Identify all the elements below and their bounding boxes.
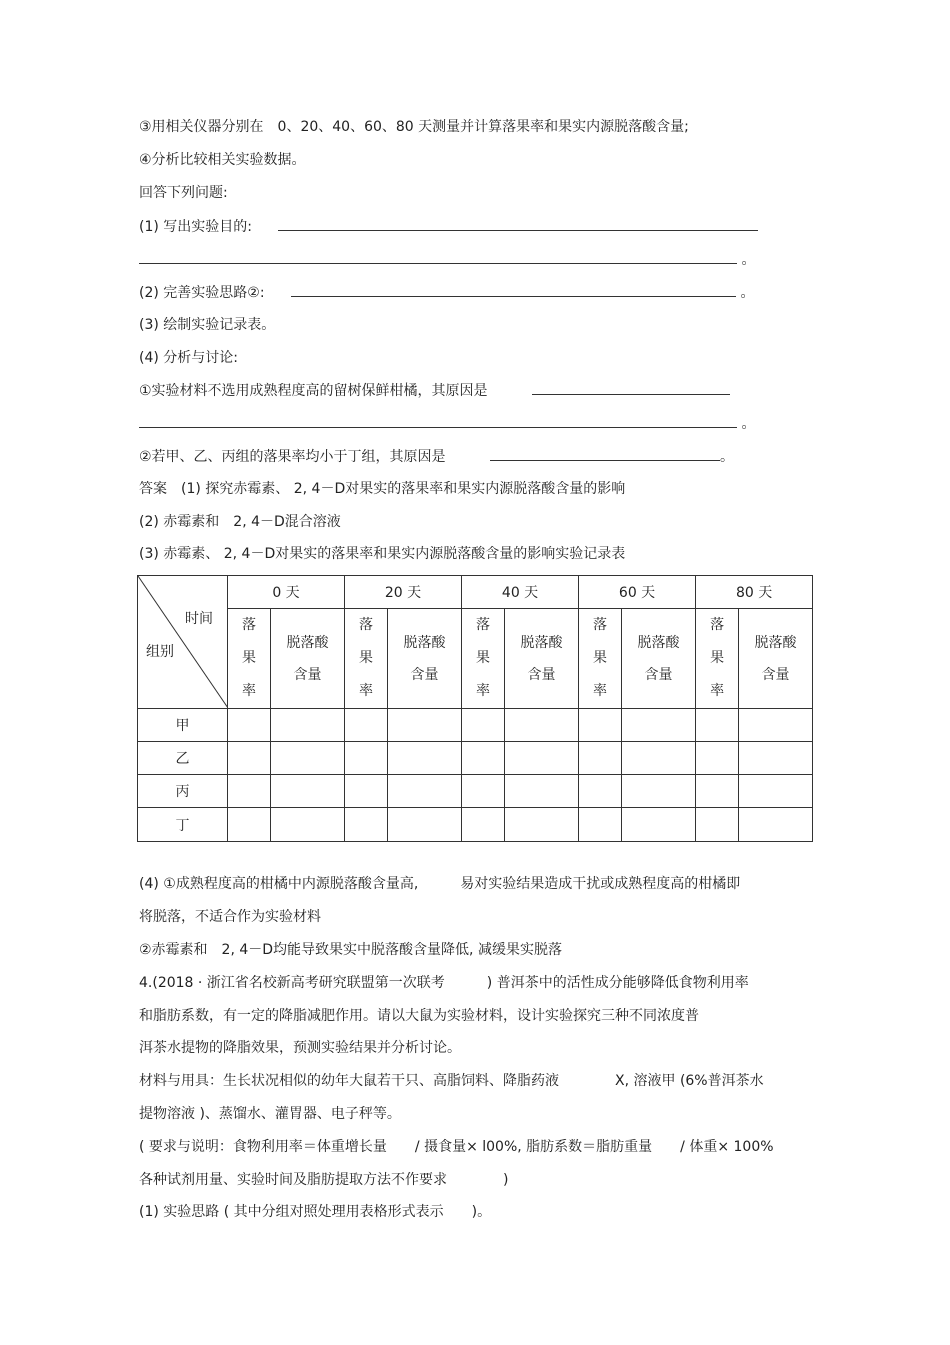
table-row (138, 808, 813, 842)
materials-line-2: 提物溶液 )、蒸馏水、灌胃器、电子秤等。 (139, 1106, 401, 1122)
acid-header: 脱落酸 含量 (388, 609, 462, 709)
step-4-text: ④分析比较相关实验数据。 (139, 152, 306, 168)
question-2-label: (2) 完善实验思路②: (139, 285, 265, 301)
problem-4-line-1: 4.(2018 · 浙江省名校新高考研究联盟第一次联考 ) 普洱茶中的活性成分能够降低食物利用率 (139, 975, 749, 991)
answer-4b: ②赤霉素和 2, 4－D均能导致果实中脱落酸含量降低, 减缓果实脱落 (139, 942, 562, 958)
rate-header: 落 果 率 (696, 609, 739, 709)
answer-2: (2) 赤霉素和 2, 4－D混合溶液 (139, 514, 341, 530)
group-label: 丙 (138, 775, 228, 808)
requirements-line-2: 各种试剂用量、实验时间及脂肪提取方法不作要求 ) (139, 1172, 509, 1188)
answer-blank-1[interactable] (278, 216, 758, 231)
group-label: 甲 (138, 709, 228, 742)
day-header: 20 天 (345, 576, 462, 609)
acid-header: 脱落酸 含量 (622, 609, 696, 709)
answer-prompt: 回答下列问题: (139, 185, 228, 201)
question-4: (4) 分析与讨论: (139, 350, 238, 366)
answer-4a: (4) ①成熟程度高的柑橘中内源脱落酸含量高, 易对实验结果造成干扰或成熟程度高的柑橘即 (139, 876, 741, 892)
rate-header: 落 果 率 (228, 609, 271, 709)
question-4b-label: ②若甲、乙、丙组的落果率均小于丁组，其原因是 (139, 449, 446, 465)
question-3: (3) 绘制实验记录表。 (139, 317, 276, 333)
acid-header: 脱落酸 含量 (739, 609, 813, 709)
answer-1: 答案 (1) 探究赤霉素、 2, 4－D对果实的落果率和果实内源脱落酸含量的影响 (139, 481, 626, 497)
period: 。 (741, 252, 756, 268)
requirements-line-1: ( 要求与说明：食物利用率＝体重增长量 / 摄食量× l00%, 脂肪系数＝脂肪重量 / 体重× 100% (139, 1139, 774, 1155)
rate-header: 落 果 率 (579, 609, 622, 709)
acid-header: 脱落酸 含量 (505, 609, 579, 709)
group-label: 丁 (138, 808, 228, 842)
question-4a-cont (139, 413, 755, 434)
period: 。 (740, 285, 755, 301)
question-4b (139, 446, 734, 467)
acid-header: 脱落酸 含量 (271, 609, 345, 709)
question-1-cont (139, 249, 755, 270)
table-corner (138, 576, 228, 709)
day-header: 40 天 (462, 576, 579, 609)
day-header: 60 天 (579, 576, 696, 609)
day-header: 0 天 (228, 576, 345, 609)
table-row (138, 742, 813, 775)
step-3-text: ③用相关仪器分别在 0、20、40、60、80 天测量并计算落果率和果实内源脱落酸含量; (139, 119, 689, 135)
table-row (138, 709, 813, 742)
answer-blank-1b[interactable] (139, 249, 737, 264)
answer-blank-4a-b[interactable] (139, 413, 737, 428)
answer-blank-4b[interactable] (490, 446, 720, 461)
answer-blank-4a[interactable] (532, 380, 730, 395)
day-header: 80 天 (696, 576, 813, 609)
table-row (138, 775, 813, 808)
problem-4-line-2: 和脂肪系数，有一定的降脂减肥作用。请以大鼠为实验材料，设计实验探究三种不同浓度普 (139, 1008, 699, 1024)
question-1 (139, 216, 758, 237)
answer-4a-cont: 将脱落，不适合作为实验材料 (139, 909, 321, 925)
corner-time-label: 时间 (185, 611, 213, 627)
answer-3: (3) 赤霉素、 2, 4－D对果实的落果率和果实内源脱落酸含量的影响实验记录表 (139, 546, 626, 562)
corner-group-label: 组别 (146, 644, 174, 660)
question-4a-label: ①实验材料不选用成熟程度高的留树保鲜柑橘，其原因是 (139, 383, 488, 399)
period: 。 (720, 449, 735, 465)
problem-4-line-3: 洱茶水提物的降脂效果，预测实验结果并分析讨论。 (139, 1040, 461, 1056)
materials-line-1: 材料与用具：生长状况相似的幼年大鼠若干只、高脂饲料、降脂药液 X, 溶液甲 (6%普洱茶水 (139, 1073, 764, 1089)
answer-blank-2[interactable] (291, 282, 736, 297)
question-4a (139, 380, 730, 401)
record-table (137, 575, 813, 842)
experiment-idea: (1) 实验思路 ( 其中分组对照处理用表格形式表示 )。 (139, 1204, 492, 1220)
question-2 (139, 282, 754, 303)
group-label: 乙 (138, 742, 228, 775)
rate-header: 落 果 率 (345, 609, 388, 709)
period: 。 (741, 416, 756, 432)
question-1-label: (1) 写出实验目的: (139, 219, 252, 235)
rate-header: 落 果 率 (462, 609, 505, 709)
